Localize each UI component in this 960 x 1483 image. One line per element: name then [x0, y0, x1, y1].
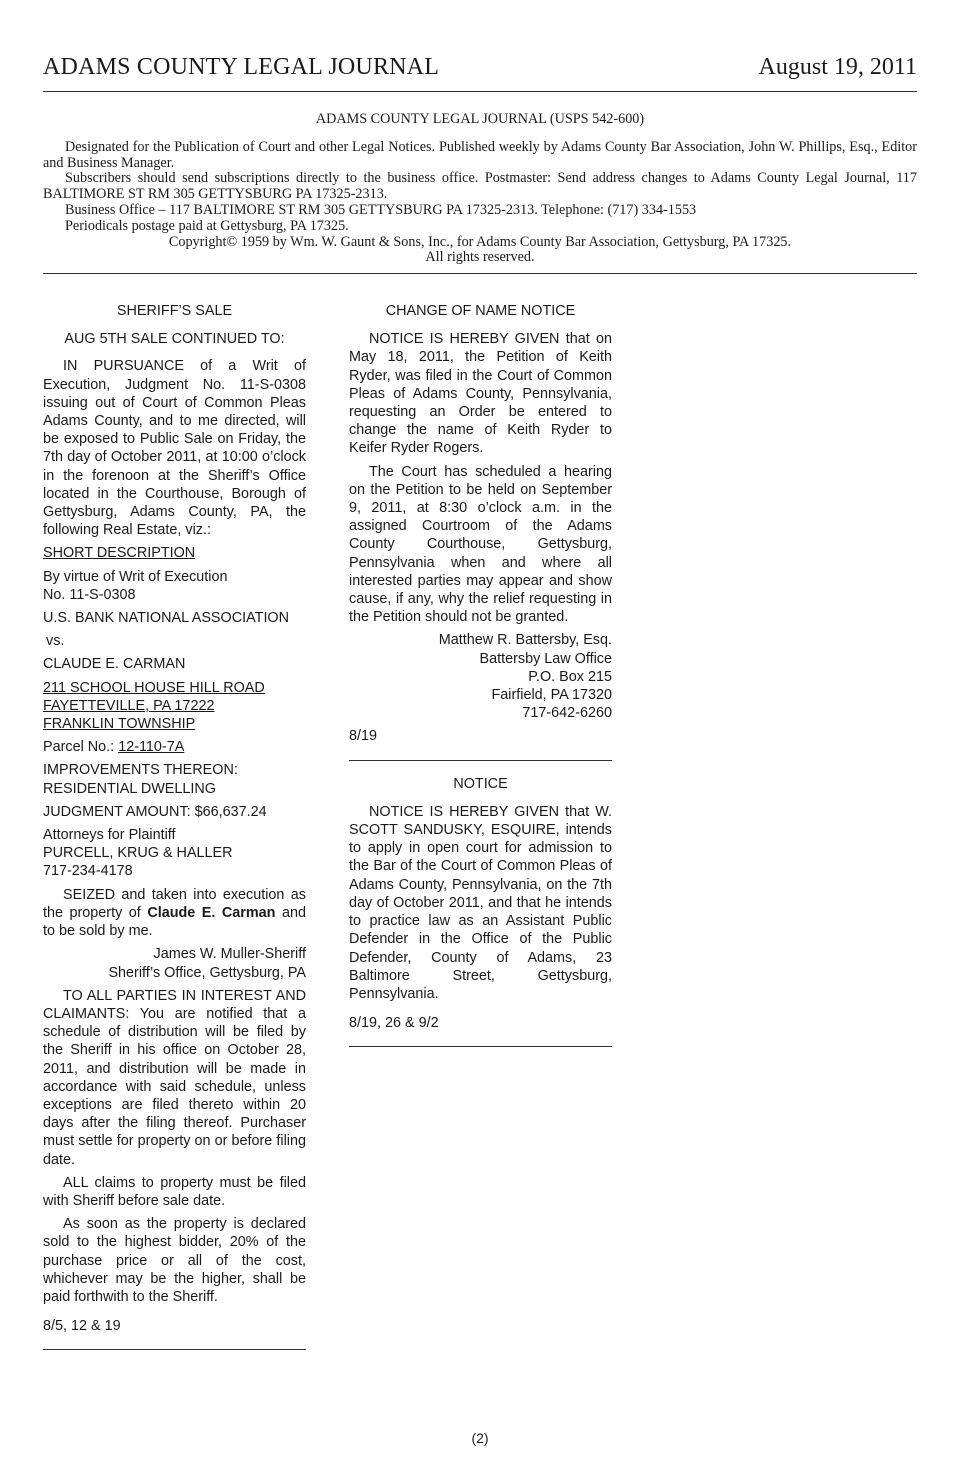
attorneys-phone: 717-234-4178 — [43, 863, 133, 880]
attorney-signature-line-4: Fairfield, PA 17320 — [491, 687, 612, 704]
sheriff-signature-line-1: James W. Muller-Sheriff — [153, 946, 306, 963]
masthead-title: ADAMS COUNTY LEGAL JOURNAL (USPS 542-600) — [315, 111, 645, 127]
attorney-signature — [349, 631, 612, 722]
sheriff-sale-intro: IN PURSUANCE of a Writ of Execution, Judgment No. 11-S-0308 issuing out of Court of Common Pleas Adams County, and to me directed, will be exposed to Public Sale on Friday, the 7th day of October 2011, at 10:00 o’clock in the forenoon at the Sheriff’s Office located in the Courthouse, Borough of Gettysburg, Adams County, PA, the following Real Estate, viz.: — [43, 358, 306, 539]
section-divider — [349, 1046, 612, 1047]
notice-title: NOTICE — [453, 775, 508, 792]
seized-text-post: and to be sold by me. — [43, 904, 306, 940]
improvements-line-1: IMPROVEMENTS THEREON: — [43, 762, 238, 779]
masthead-business-office: Business Office – 117 BALTIMORE ST RM 305 GETTYSBURG PA 17325-2313. Telephone: (717) 334-1553 — [65, 201, 697, 218]
to-all-parties-paragraph: TO ALL PARTIES IN INTEREST AND CLAIMANTS: You are notified that a schedule of distribution will be filed by the Sheriff in his office on October 28, 2011, and distribution will be made in accordance with said schedule, unless exceptions are filed thereto within 20 days after the filing thereof. Purchaser must settle for property on or before filing date. — [43, 987, 306, 1168]
attorney-signature-line-1: Matthew R. Battersby, Esq. — [438, 632, 612, 649]
sheriff-sale-publication-dates: 8/5, 12 & 19 — [43, 1318, 121, 1335]
seized-text-pre: SEIZED and taken into execution as the property of — [43, 886, 306, 921]
improvements — [43, 761, 306, 797]
attorneys-firm: PURCELL, KRUG & HALLER — [43, 845, 233, 862]
seized-owner-name: Claude E. Carman — [147, 904, 276, 921]
issue-date: August 19, 2011 — [758, 54, 917, 80]
notice-publication-dates: 8/19, 26 & 9/2 — [349, 1015, 439, 1032]
section-divider — [349, 760, 612, 761]
masthead-rule — [43, 273, 917, 274]
deposit-paragraph: As soon as the property is declared sold to the highest bidder, 20% of the purchase price or all of the cost, whichever may be the higher, shall be paid forthwith to the Sheriff. — [43, 1216, 306, 1305]
seized-paragraph — [43, 886, 306, 941]
improvements-line-2: RESIDENTIAL DWELLING — [43, 780, 216, 797]
attorney-signature-line-2: Battersby Law Office — [479, 650, 612, 667]
parcel-label: Parcel No.: — [43, 739, 119, 756]
writ-line-2: No. 11-S-0308 — [43, 586, 136, 603]
notice-paragraph: NOTICE IS HEREBY GIVEN that W. SCOTT SANDUSKY, ESQUIRE, intends to apply in open court for admission to the Bar of the Court of Common Pleas of Adams County, Pennsylvania, on the 7th day of October 2011, and that he intends to practice law as an Assistant Public Defender in the Office of the Public Defender, County of Adams, 23 Baltimore Street, Gettysburg, Pennsylvania. — [349, 803, 612, 1002]
plaintiff-name: U.S. BANK NATIONAL ASSOCIATION — [43, 610, 290, 627]
masthead-subscribers: Subscribers should send subscriptions directly to the business office. Postmaster: Send address changes to Adams County Legal Journal, 117 BALTIMORE ST RM 305 GETTYSBURG PA 17325-2313. — [43, 170, 917, 203]
masthead-designated: Designated for the Publication of Court and other Legal Notices. Published weekly by Adams County Bar Association, John W. Phillips, Esq., Editor and Business Manager. — [43, 138, 917, 171]
running-head — [43, 54, 917, 86]
address-line-1: 211 SCHOOL HOUSE HILL ROAD — [43, 679, 265, 696]
parcel-value: 12-110-7A — [118, 739, 185, 756]
masthead-periodicals: Periodicals postage paid at Gettysburg, PA 17325. — [65, 217, 349, 234]
property-address — [43, 679, 306, 734]
right-column — [349, 302, 612, 1061]
masthead-copyright: Copyright© 1959 by Wm. W. Gaunt & Sons, Inc., for Adams County Bar Association, Gettysburg, PA 17325. — [168, 233, 792, 250]
change-of-name-publication-dates: 8/19 — [349, 728, 378, 745]
parcel-number — [43, 738, 306, 756]
judgment-amount: JUDGMENT AMOUNT: $66,637.24 — [43, 803, 267, 820]
header-rule — [43, 91, 917, 92]
versus: vs. — [46, 633, 65, 650]
change-of-name-paragraph-1: NOTICE IS HEREBY GIVEN that on May 18, 2011, the Petition of Keith Ryder, was filed in the Court of Common Pleas of Adams County, Pennsylvania, requesting an Order be entered to change the name of Keith Ryder to Keifer Ryder Rogers. — [349, 331, 612, 457]
plaintiff-attorneys — [43, 826, 306, 881]
masthead-rights: All rights reserved. — [425, 249, 535, 266]
change-of-name-paragraph-2: The Court has scheduled a hearing on the Petition to be held on September 9, 2011, at 8:30 o’clock a.m. in the assigned Courtroom of the Adams County Courthouse, Gettysburg, Pennsylvania when and where all interested parties may appear and show cause, if any, why the relief requesting in the Petition should not be granted. — [349, 463, 612, 626]
sheriff-signature — [43, 945, 306, 981]
writ-of-execution — [43, 568, 306, 604]
masthead — [43, 112, 917, 266]
sheriff-sale-subtitle: AUG 5TH SALE CONTINUED TO: — [64, 331, 285, 348]
attorneys-label: Attorneys for Plaintiff — [43, 827, 176, 844]
short-description-heading: SHORT DESCRIPTION — [43, 545, 196, 562]
section-divider — [43, 1349, 306, 1350]
attorney-signature-line-5: 717-642-6260 — [522, 705, 612, 722]
attorney-signature-line-3: P.O. Box 215 — [528, 668, 612, 685]
defendant-name: CLAUDE E. CARMAN — [43, 656, 186, 673]
page-number: (2) — [471, 1430, 489, 1446]
journal-title: ADAMS COUNTY LEGAL JOURNAL — [43, 54, 440, 80]
left-column — [43, 302, 306, 1364]
sheriff-sale-title: SHERIFF’S SALE — [116, 303, 233, 319]
writ-line-1: By virtue of Writ of Execution — [43, 568, 228, 585]
claims-paragraph: ALL claims to property must be filed with Sheriff before sale date. — [43, 1174, 306, 1209]
sheriff-signature-line-2: Sheriff’s Office, Gettysburg, PA — [108, 964, 306, 981]
address-line-3: FRANKLIN TOWNSHIP — [43, 716, 196, 733]
address-line-2: FAYETTEVILLE, PA 17222 — [43, 697, 215, 714]
change-of-name-title: CHANGE OF NAME NOTICE — [385, 303, 576, 319]
